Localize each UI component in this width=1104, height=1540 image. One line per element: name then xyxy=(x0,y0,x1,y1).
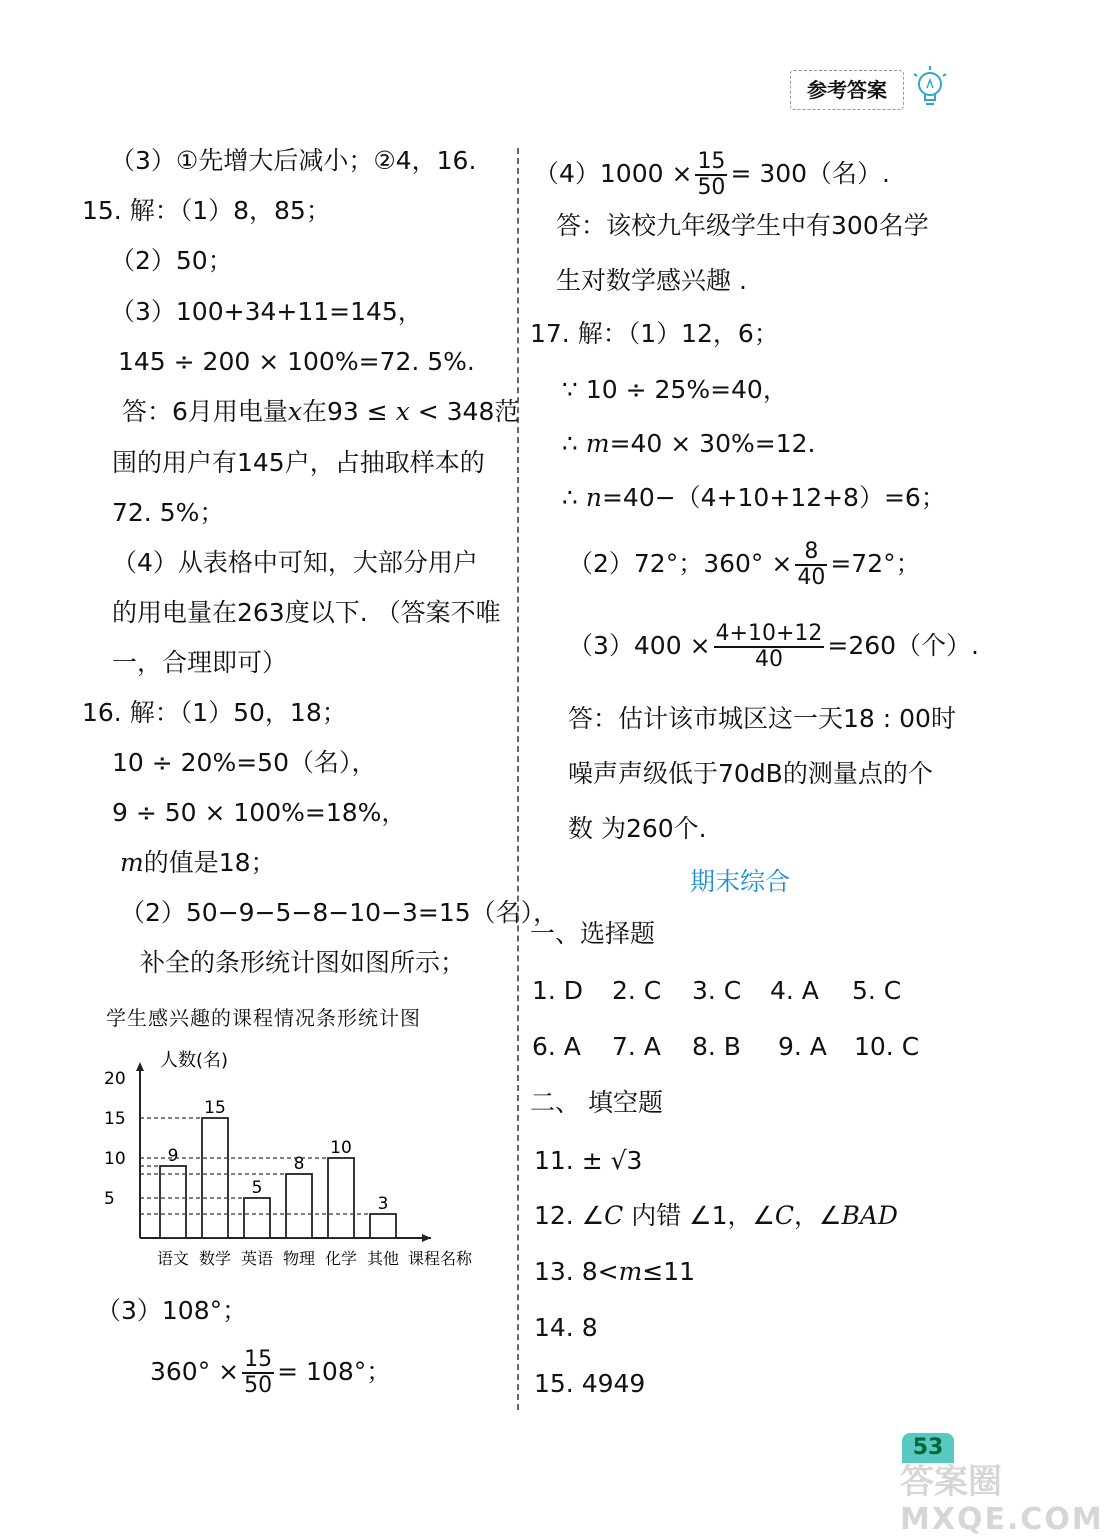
bar-value-label: 15 xyxy=(204,1098,226,1118)
mc-answer: 6. A xyxy=(532,1032,581,1061)
right-line-5: ∵ 10 ÷ 25%=40， xyxy=(562,375,788,404)
right-line-10: 答：估计该市城区这一天18 : 00时 xyxy=(568,704,956,733)
right-line-18: 14. 8 xyxy=(534,1313,598,1342)
left-line-7: 围的用户有145户，占抽取样本的 xyxy=(112,448,485,477)
mc-answer: 9. A xyxy=(778,1032,827,1061)
mc-answer: 3. C xyxy=(692,976,742,1005)
right-line-9: （3）400 × $\frac{4+10+12}{40}$ =260（个）. xyxy=(568,621,980,672)
left-line-2: 15. 解：（1）8，85； xyxy=(82,196,331,225)
y-tick-label: 20 xyxy=(104,1069,126,1089)
left-line-17: 补全的条形统计图如图所示； xyxy=(140,948,466,977)
page-number: 53 xyxy=(902,1433,954,1463)
right-line-14: 二、 填空题 xyxy=(530,1088,663,1117)
bar-value-label: 3 xyxy=(377,1194,389,1214)
bar-value-label: 8 xyxy=(293,1154,305,1174)
category-label: 语文 xyxy=(156,1249,190,1268)
left-line-13: 10 ÷ 20%=50（名）， xyxy=(112,748,377,777)
y-tick-label: 10 xyxy=(104,1149,126,1169)
y-axis-label: 人数(名) xyxy=(160,1050,229,1071)
left-line-3: （2）50； xyxy=(110,246,233,275)
header-label: 参考答案 xyxy=(790,70,904,110)
right-line-6: ∴ m=40 × 30%=12. xyxy=(562,429,816,458)
left-line-5: 145 ÷ 200 × 100%=72. 5%. xyxy=(118,347,475,376)
left-line-10: 的用电量在263度以下. （答案不唯 xyxy=(112,598,501,627)
bar-数学 xyxy=(202,1118,228,1238)
mc-answer: 5. C xyxy=(852,976,902,1005)
bar-chart xyxy=(96,1040,496,1280)
right-line-7: ∴ n=40−（4+10+12+8）=6； xyxy=(562,483,946,512)
mc-answer: 10. C xyxy=(854,1032,920,1061)
category-label: 化学 xyxy=(324,1249,358,1268)
bar-value-label: 5 xyxy=(251,1178,263,1198)
left-line-15: m的值是18； xyxy=(120,848,276,877)
mc-answer: 7. A xyxy=(612,1032,661,1061)
watermark-url: MXQE.COM xyxy=(900,1502,1104,1537)
right-line-8: （2）72°；360° × $\frac{8}{40}$ =72°； xyxy=(568,539,921,590)
mc-answer: 1. D xyxy=(532,976,584,1005)
left-line-19: 360° × $\frac{15}{50}$ = 108°； xyxy=(150,1347,392,1398)
right-line-1: （4）1000 × $\frac{15}{50}$ = 300（名）. xyxy=(534,149,890,200)
category-label: 数学 xyxy=(198,1249,232,1268)
right-line-19: 15. 4949 xyxy=(534,1369,646,1398)
fraction-8-40: $\frac{8}{40}$ xyxy=(797,539,826,590)
bar-value-label: 10 xyxy=(330,1138,352,1158)
right-line-16: 12. ∠C 内错 ∠1，∠C，∠BAD xyxy=(534,1201,898,1230)
bar-语文 xyxy=(160,1166,186,1238)
watermark xyxy=(900,1462,1104,1537)
left-line-4: （3）100+34+11=145， xyxy=(110,297,423,326)
chart-title: 学生感兴趣的课程情况条形统计图 xyxy=(106,1006,421,1030)
column-divider xyxy=(517,148,519,1410)
x-axis-arrow xyxy=(422,1234,431,1242)
mc-answer: 2. C xyxy=(612,976,662,1005)
mc-answer: 8. B xyxy=(692,1032,741,1061)
bar-化学 xyxy=(328,1158,354,1238)
bar-英语 xyxy=(244,1198,270,1238)
fraction-15-50: $\frac{15}{50}$ xyxy=(244,1347,273,1398)
right-line-12: 数 为260个. xyxy=(568,814,707,843)
right-line-3: 生对数学感兴趣 . xyxy=(556,266,747,295)
right-line-15: 11. ± √3 xyxy=(534,1146,643,1175)
x-axis-label: 课程名称 xyxy=(408,1249,473,1268)
right-line-17: 13. 8<m≤11 xyxy=(534,1257,696,1286)
lightbulb-icon xyxy=(910,64,950,112)
right-line-2: 答：该校九年级学生中有300名学 xyxy=(556,211,929,240)
left-line-1: （3）①先增大后减小；②4，16. xyxy=(110,146,477,175)
bar-物理 xyxy=(286,1174,312,1238)
left-line-11: 一，合理即可） xyxy=(112,648,288,677)
left-line-9: （4）从表格中可知，大部分用户 xyxy=(112,548,478,577)
left-line-14: 9 ÷ 50 × 100%=18%， xyxy=(112,798,407,827)
y-tick-label: 15 xyxy=(104,1109,126,1129)
right-line-13: 一、选择题 xyxy=(530,919,656,948)
bar-value-label: 9 xyxy=(167,1146,179,1166)
left-line-16: （2）50−9−5−8−10−3=15（名）， xyxy=(120,898,559,927)
mc-answer: 4. A xyxy=(770,976,819,1005)
watermark-logo: 答案圈 xyxy=(900,1462,1002,1502)
fraction-26-40: $\frac{4+10+12}{40}$ xyxy=(715,621,823,672)
bar-其他 xyxy=(370,1214,396,1238)
y-axis-arrow xyxy=(136,1062,144,1071)
left-line-18: （3）108°； xyxy=(96,1296,248,1325)
left-line-6: 答：6月用电量x在93 ≤ x < 348范 xyxy=(122,397,520,426)
right-line-11: 噪声声级低于70dB的测量点的个 xyxy=(568,759,933,788)
category-label: 其他 xyxy=(366,1249,400,1268)
left-line-8: 72. 5%； xyxy=(112,498,225,527)
category-label: 英语 xyxy=(240,1249,274,1268)
category-label: 物理 xyxy=(282,1249,316,1268)
left-line-12: 16. 解：（1）50，18； xyxy=(82,698,347,727)
right-line-4: 17. 解：（1）12，6； xyxy=(530,319,779,348)
section-title: 期末综合 xyxy=(690,867,791,896)
y-tick-label: 5 xyxy=(104,1189,115,1209)
fraction-15-50-right: $\frac{15}{50}$ xyxy=(697,149,726,200)
sqrt-3: √3 xyxy=(610,1146,643,1175)
